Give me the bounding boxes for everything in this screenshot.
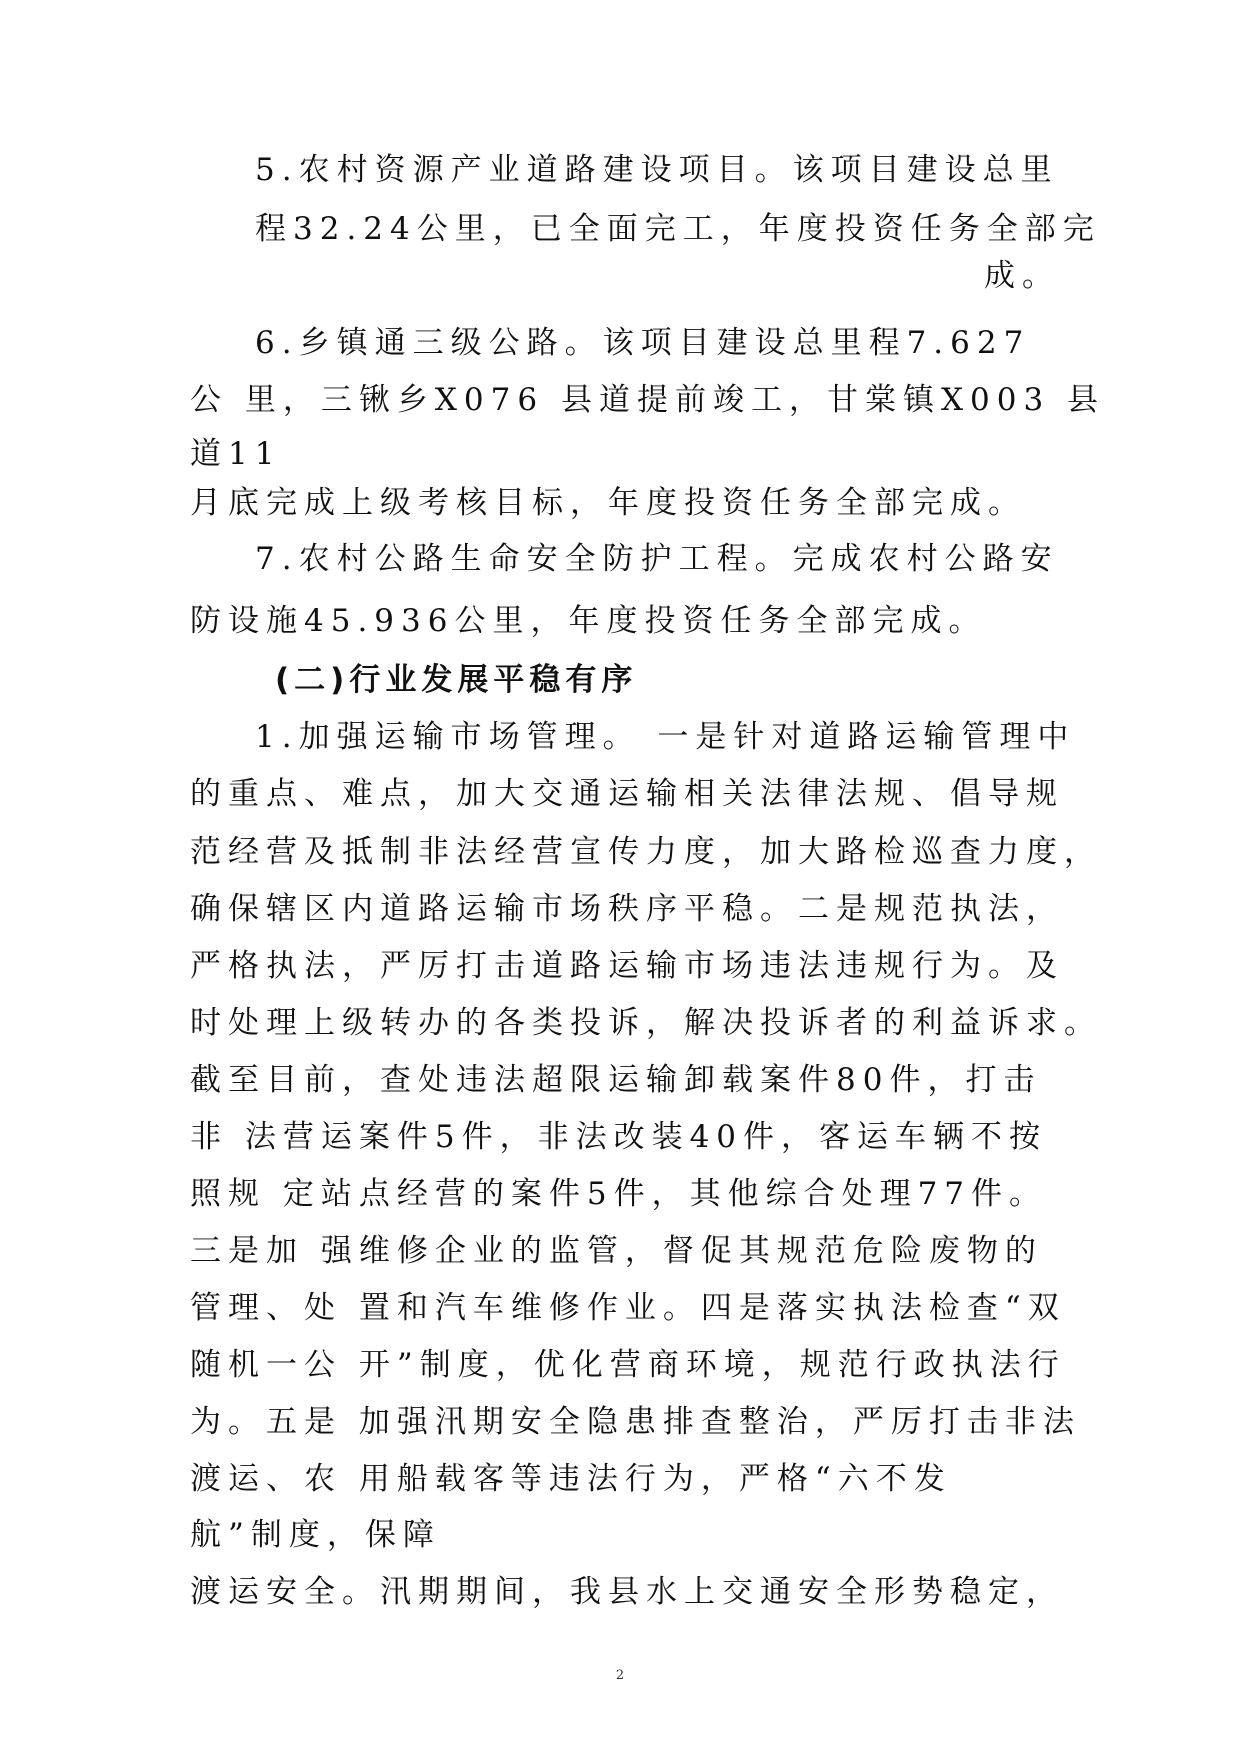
text-line: 防设施45.936公里，年度投资任务全部完成。	[190, 603, 987, 639]
text-line: 确保辖区内道路运输市场秩序平稳。二是规范执法，	[190, 891, 1064, 927]
text-line: 照规 定站点经营的案件5件，其他综合处理77件。	[190, 1176, 1048, 1212]
page-number: 2	[615, 1668, 625, 1683]
text-line: 6.乡镇通三级公路。该项目建设总里程7.627	[255, 325, 1031, 361]
text-line: 月底完成上级考核目标，年度投资任务全部完成。	[190, 485, 1026, 521]
text-line: 1.加强运输市场管理。 一是针对道路运输管理中	[255, 719, 1076, 755]
text-line: 航”制度，保障	[190, 1517, 441, 1553]
text-line: 严格执法，严厉打击道路运输市场违法违规行为。及	[190, 948, 1064, 984]
text-line: 为。五是 加强汛期安全隐患排查整治，严厉打击非法	[190, 1404, 1081, 1440]
text-line: 管理、处 置和汽车维修作业。四是落实执法检查“双	[190, 1290, 1066, 1326]
text-line: 公 里，三锹乡X076 县道提前竣工，甘棠镇X003 县	[190, 382, 1106, 418]
text-line: 道11	[190, 436, 282, 472]
text-line: 三是加 强维修企业的监管，督促其规范危险废物的	[190, 1233, 1043, 1269]
section-heading: (二)行业发展平稳有序	[275, 662, 638, 698]
text-line: 非 法营运案件5件，非法改装40件，客运车辆不按	[190, 1119, 1048, 1155]
text-line: 7.农村公路生命安全防护工程。完成农村公路安	[255, 541, 1059, 577]
text-line: 渡运、农 用船载客等违法行为，严格“六不发	[190, 1461, 952, 1497]
text-line: 的重点、难点，加大交通运输相关法律法规、倡导规	[190, 776, 1064, 812]
text-line: 5.农村资源产业道路建设项目。该项目建设总里	[255, 152, 1059, 188]
text-line: 渡运安全。汛期期间，我县水上交通安全形势稳定，	[190, 1574, 1064, 1610]
text-line: 范经营及抵制非法经营宣传力度，加大路检巡查力度，	[190, 834, 1102, 870]
text-line: 随机一公 开”制度，优化营商环境，规范行政执法行	[190, 1347, 1066, 1383]
text-line: 截至目前，查处违法超限运输卸载案件80件，打击	[190, 1062, 1042, 1098]
text-line: 时处理上级转办的各类投诉，解决投诉者的利益诉求。	[190, 1005, 1102, 1041]
text-line: 成。	[984, 258, 1060, 294]
text-line: 程32.24公里，已全面完工，年度投资任务全部完	[255, 211, 1101, 247]
